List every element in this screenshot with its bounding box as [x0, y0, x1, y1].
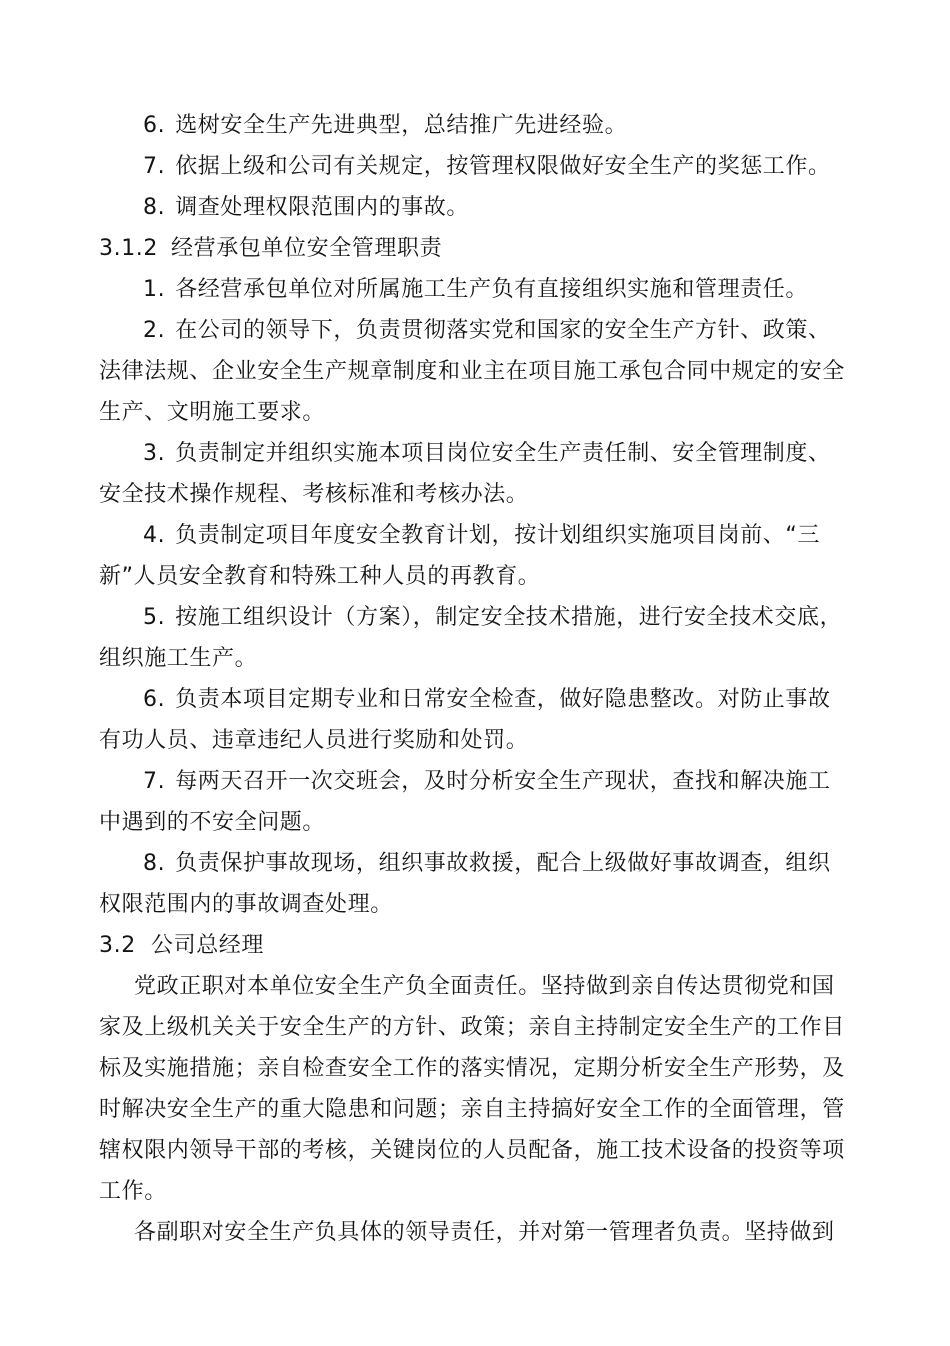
list-item-text: 负责制定并组织实施本项目岗位安全生产责任制、安全管理制度、 — [175, 441, 831, 466]
text-line: 工作。 — [99, 1179, 167, 1204]
text-line: 各副职对安全生产负具体的领导责任，并对第一管理者负责。坚持做到 — [134, 1220, 835, 1245]
list-item — [143, 439, 831, 469]
section-title: 公司总经理 — [151, 933, 265, 958]
section-number: 3.2 — [99, 933, 136, 958]
list-item-number: 7. — [143, 769, 166, 794]
text-line: 权限范围内的事故调查处理。 — [99, 892, 393, 917]
text-line: 有功人员、违章违纪人员进行奖励和处罚。 — [99, 728, 529, 753]
list-item — [143, 152, 831, 182]
list-item-number: 8. — [143, 851, 166, 876]
list-item — [143, 603, 842, 633]
text-line: 新”人员安全教育和特殊工种人员的再教育。 — [99, 564, 541, 589]
section-heading — [99, 234, 442, 264]
list-item — [143, 685, 831, 715]
list-item — [143, 111, 627, 141]
text-line: 中遇到的不安全问题。 — [99, 810, 326, 835]
section-heading — [99, 931, 264, 961]
list-item-text: 负责保护事故现场，组织事故救援，配合上级做好事故调查，组织 — [175, 851, 831, 876]
text-line: 标及实施措施；亲自检查安全工作的落实情况，定期分析安全生产形势，及 — [99, 1056, 845, 1081]
text-line: 生产、文明施工要求。 — [99, 400, 326, 425]
list-item-number: 7. — [143, 154, 166, 179]
list-item-number: 6. — [143, 113, 166, 138]
list-item-number: 8. — [143, 195, 166, 220]
text-line: 时解决安全生产的重大隐患和问题；亲自主持搞好安全工作的全面管理，管 — [99, 1097, 845, 1122]
text-line: 家及上级机关关于安全生产的方针、政策；亲自主持制定安全生产的工作目 — [99, 1015, 845, 1040]
list-item — [143, 849, 831, 879]
text-line: 法律法规、企业安全生产规章制度和业主在项目施工承包合同中规定的安全 — [99, 359, 845, 384]
list-item-text: 负责本项目定期专业和日常安全检查，做好隐患整改。对防止事故 — [175, 687, 831, 712]
text-line: 组织施工生产。 — [99, 646, 258, 671]
list-item-number: 2. — [143, 318, 166, 343]
list-item — [143, 316, 831, 346]
list-item-number: 3. — [143, 441, 166, 466]
list-item-number: 1. — [143, 277, 166, 302]
list-item-number: 6. — [143, 687, 166, 712]
section-number: 3.1.2 — [99, 236, 158, 261]
list-item-text: 每两天召开一次交班会，及时分析安全生产现状，查找和解决施工 — [175, 769, 831, 794]
section-title: 经营承包单位安全管理职责 — [171, 236, 443, 261]
text-line: 辖权限内领导干部的考核，关键岗位的人员配备，施工技术设备的投资等项 — [99, 1138, 845, 1163]
list-item-text: 各经营承包单位对所属施工生产负有直接组织实施和管理责任。 — [175, 277, 809, 302]
list-item-text: 按施工组织设计（方案），制定安全技术措施，进行安全技术交底， — [175, 605, 843, 630]
list-item-number: 4. — [143, 523, 166, 548]
list-item — [143, 193, 469, 223]
list-item-text: 负责制定项目年度安全教育计划，按计划组织实施项目岗前、“三 — [175, 523, 821, 548]
list-item-text: 调查处理权限范围内的事故。 — [175, 195, 470, 220]
list-item — [143, 521, 820, 551]
text-line: 党政正职对本单位安全生产负全面责任。坚持做到亲自传达贯彻党和国 — [134, 974, 835, 999]
list-item-number: 5. — [143, 605, 166, 630]
list-item — [143, 767, 831, 797]
list-item-text: 依据上级和公司有关规定，按管理权限做好安全生产的奖惩工作。 — [175, 154, 831, 179]
list-item — [143, 275, 808, 305]
list-item-text: 选树安全生产先进典型，总结推广先进经验。 — [175, 113, 628, 138]
list-item-text: 在公司的领导下，负责贯彻落实党和国家的安全生产方针、政策、 — [175, 318, 831, 343]
text-line: 安全技术操作规程、考核标准和考核办法。 — [99, 482, 529, 507]
